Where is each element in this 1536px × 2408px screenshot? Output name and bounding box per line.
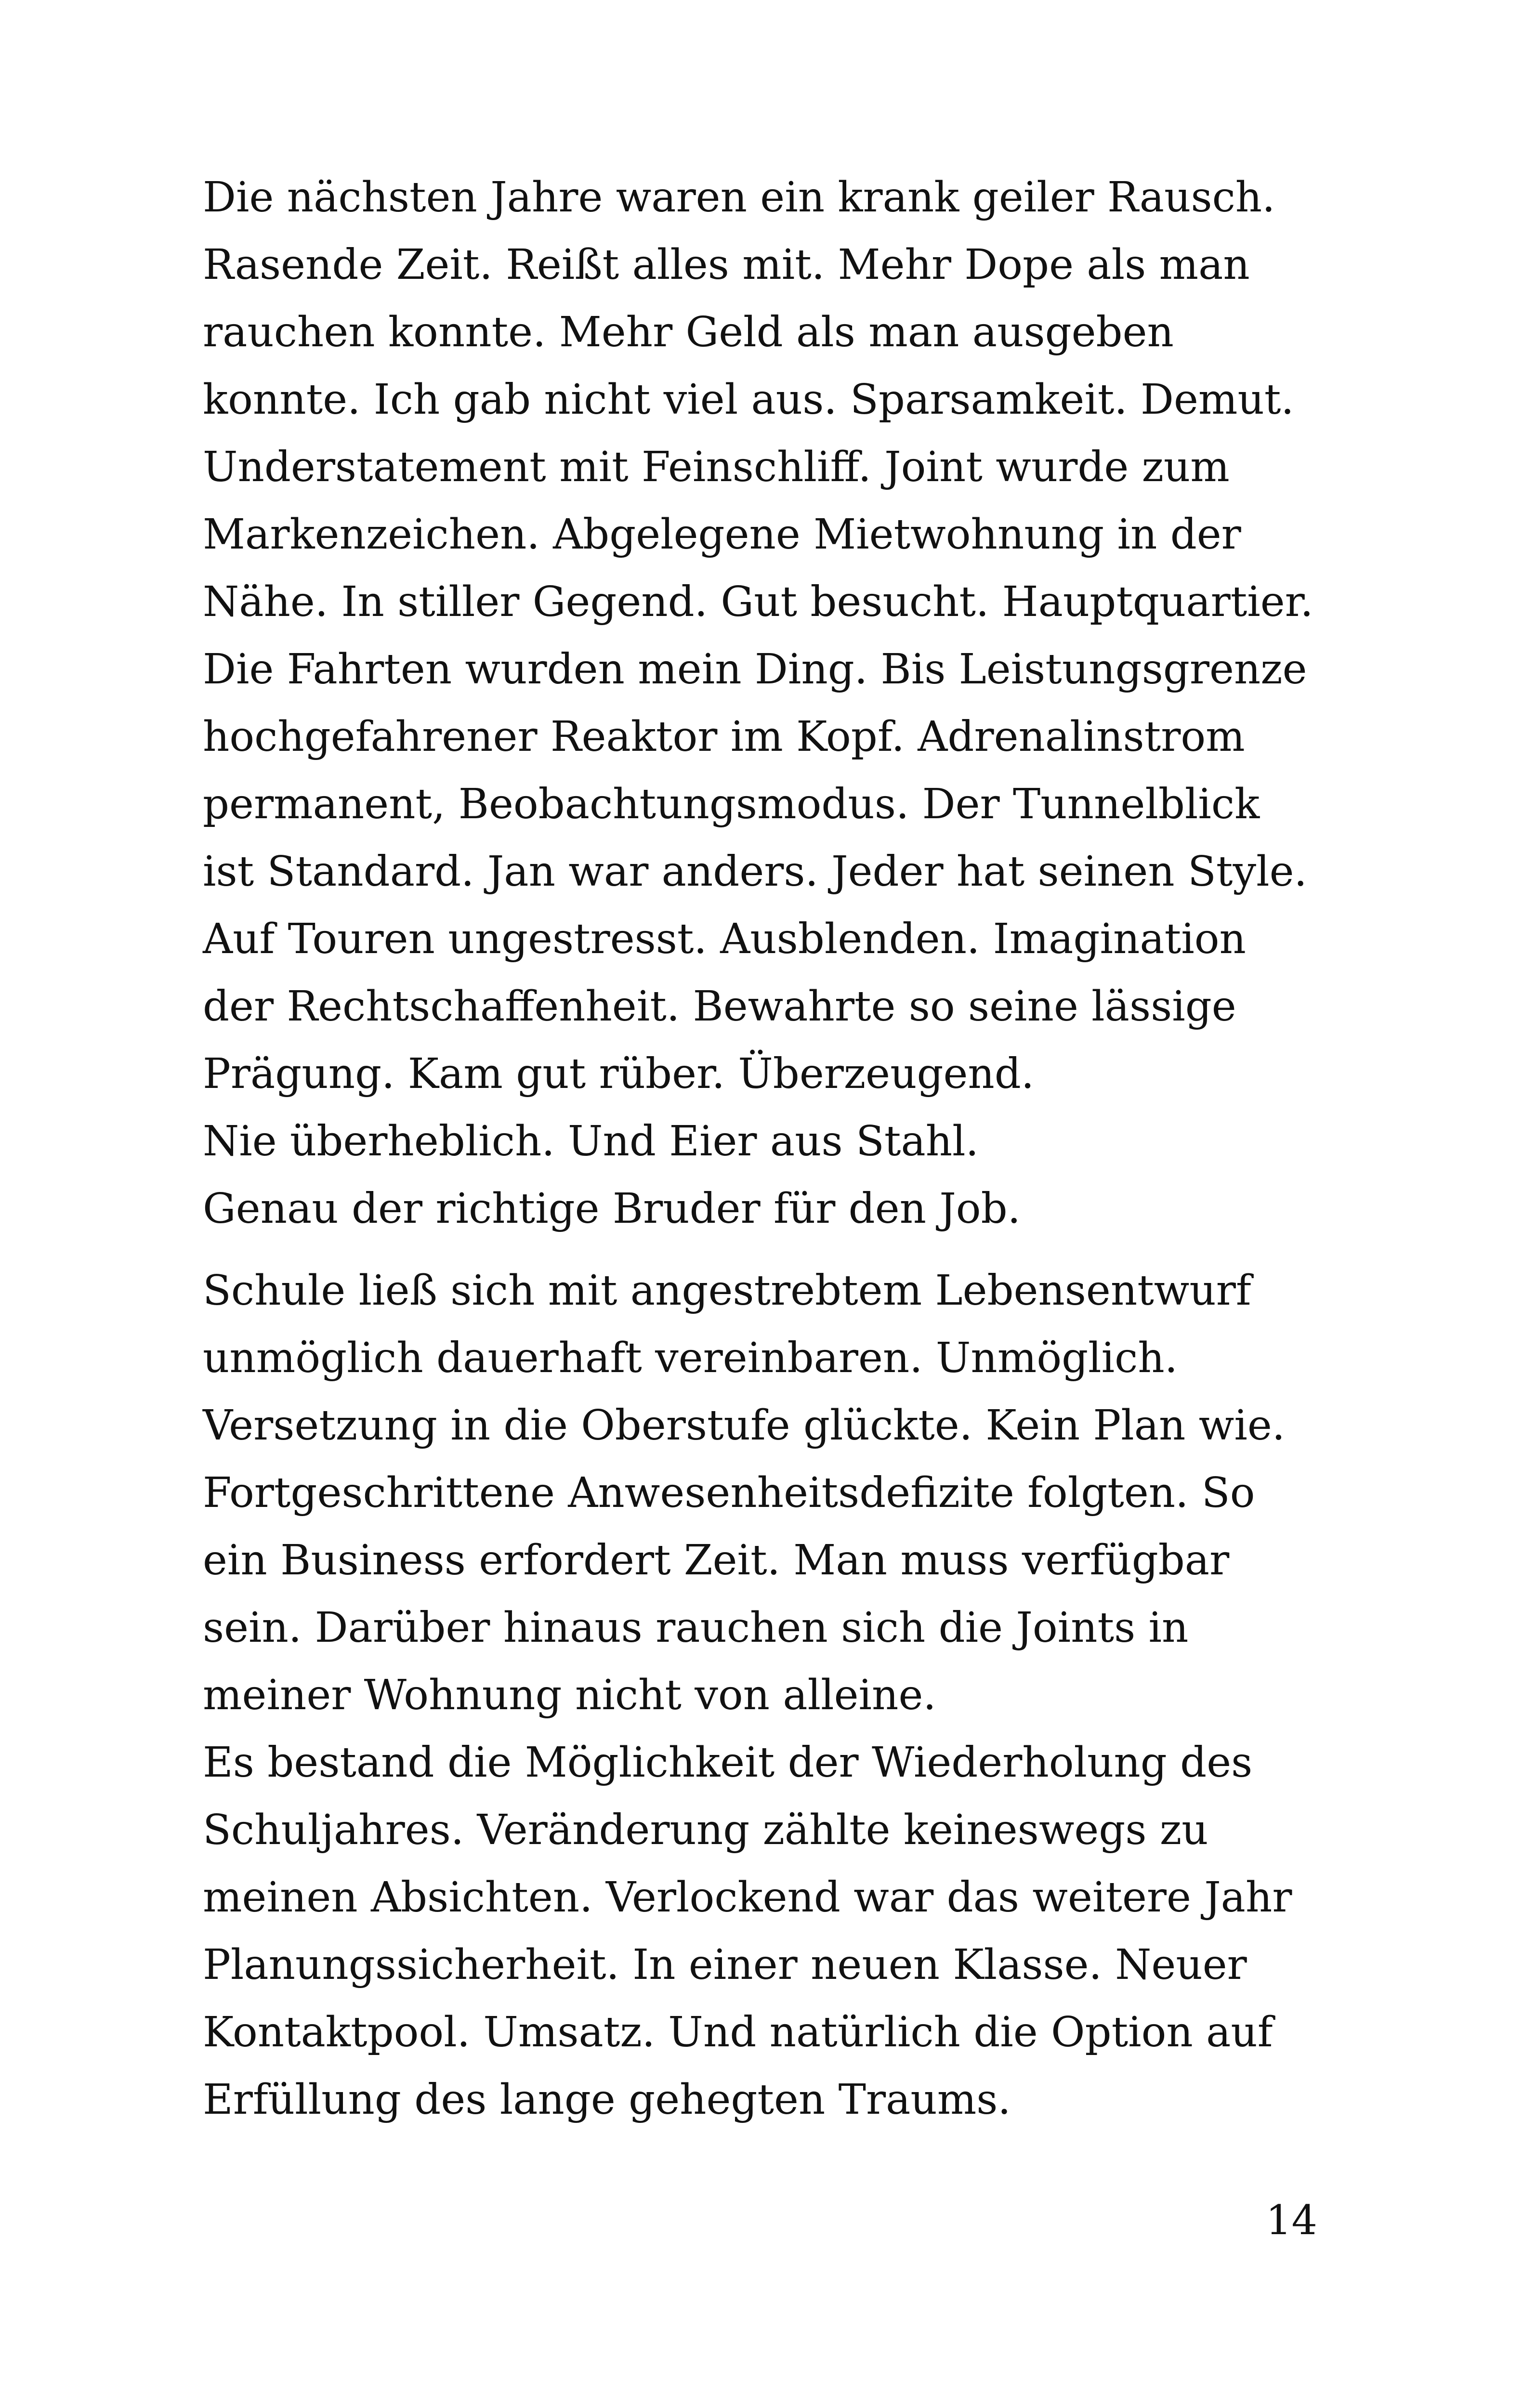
text-line: Schuljahres. Veränderung zählte keineswegs zu: [203, 1806, 1208, 1854]
text-line: ist Standard. Jan war anders. Jeder hat seinen Style.: [203, 848, 1307, 896]
text-line: Auf Touren ungestresst. Ausblenden. Imagination: [203, 915, 1246, 963]
text-line: konnte. Ich gab nicht viel aus. Sparsamkeit. Demut.: [203, 376, 1294, 424]
text-line: Es bestand die Möglichkeit der Wiederholung des: [203, 1739, 1253, 1787]
text-line: Kontaktpool. Umsatz. Und natürlich die Option auf: [203, 2008, 1273, 2056]
text-line: Erfüllung des lange gehegten Traums.: [203, 2076, 1011, 2124]
text-line: meiner Wohnung nicht von alleine.: [203, 1671, 936, 1719]
paragraph: [203, 1257, 1359, 2133]
text-line: sein. Darüber hinaus rauchen sich die Joints in: [203, 1604, 1189, 1652]
text-line: unmöglich dauerhaft vereinbaren. Unmöglich.: [203, 1334, 1178, 1382]
text-line: Prägung. Kam gut rüber. Überzeugend.: [203, 1050, 1035, 1098]
text-line: Planungssicherheit. In einer neuen Klasse. Neuer: [203, 1941, 1247, 1989]
text-line: Nie überheblich. Und Eier aus Stahl.: [203, 1117, 979, 1165]
text-line: Fortgeschrittene Anwesenheitsdefizite folgten. So: [203, 1469, 1255, 1517]
text-line: rauchen konnte. Mehr Geld als man ausgeben: [203, 308, 1174, 356]
text-line: Markenzeichen. Abgelegene Mietwohnung in der: [203, 510, 1241, 559]
text-line: Rasende Zeit. Reißt alles mit. Mehr Dope als man: [203, 241, 1250, 289]
body-text: [203, 164, 1359, 2133]
text-line: Nähe. In stiller Gegend. Gut besucht. Hauptquartier.: [203, 578, 1313, 626]
page-number: 14: [1266, 2197, 1317, 2244]
text-line: Understatement mit Feinschliff. Joint wurde zum: [203, 443, 1230, 491]
text-line: Genau der richtige Bruder für den Job.: [203, 1185, 1021, 1233]
text-line: Schule ließ sich mit angestrebtem Lebensentwurf: [203, 1267, 1251, 1315]
text-line: Versetzung in die Oberstufe glückte. Kein Plan wie.: [203, 1401, 1286, 1450]
text-line: permanent, Beobachtungsmodus. Der Tunnelblick: [203, 780, 1260, 828]
paragraph: [203, 164, 1359, 1243]
text-line: meinen Absichten. Verlockend war das weitere Jahr: [203, 1873, 1292, 1922]
text-line: hochgefahrener Reaktor im Kopf. Adrenalinstrom: [203, 713, 1245, 761]
text-line: der Rechtschaffenheit. Bewahrte so seine lässige: [203, 982, 1236, 1031]
text-line: ein Business erfordert Zeit. Man muss verfügbar: [203, 1536, 1230, 1584]
text-line: Die Fahrten wurden mein Ding. Bis Leistungsgrenze: [203, 645, 1307, 694]
text-line: Die nächsten Jahre waren ein krank geiler Rausch.: [203, 173, 1275, 222]
